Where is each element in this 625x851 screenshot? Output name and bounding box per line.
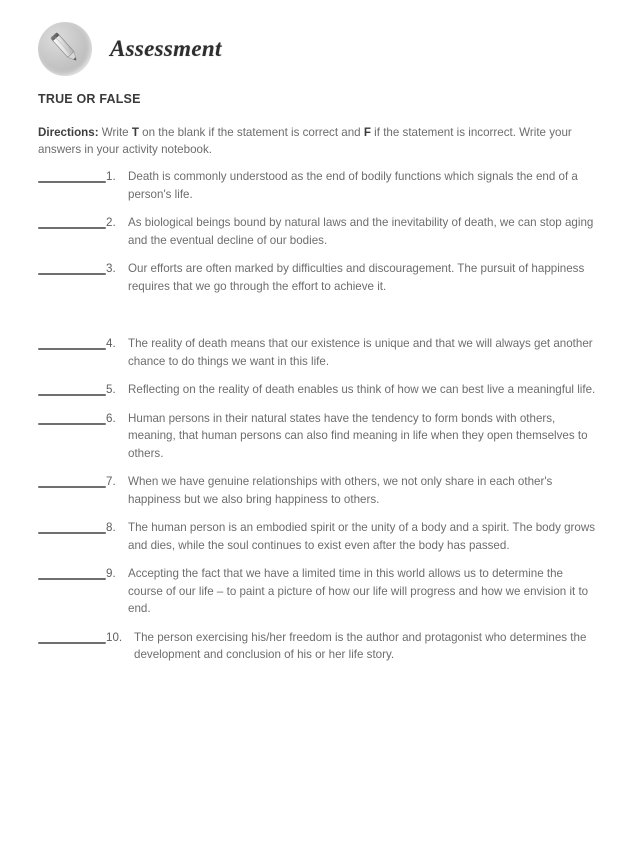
directions-label: Directions: xyxy=(38,125,99,139)
item-number: 3. xyxy=(106,262,116,275)
true-mark: T xyxy=(131,125,139,139)
item-text: Accepting the fact that we have a limited time in this world allows us to determine the course of our life – to paint a picture of how our life will progress and how we envision it to end. xyxy=(128,567,589,615)
answer-blank-6[interactable] xyxy=(38,411,106,425)
assessment-header xyxy=(38,18,222,80)
answer-blank-4[interactable] xyxy=(38,336,106,350)
item-number: 7. xyxy=(106,475,116,488)
item-text: The reality of death means that our existence is unique and that we will always get another chance to do things we want in this life. xyxy=(128,337,593,368)
list-item xyxy=(38,260,598,295)
item-text: When we have genuine relationships with others, we not only share in each other's happiness but we also bring happiness to others. xyxy=(128,475,553,506)
directions-text-part-2: on the blank if the statement is correct and xyxy=(138,125,364,139)
directions-text-part-3: if the statement is incorrect. Write your answers in your activity notebook. xyxy=(38,125,572,157)
answer-blank-1[interactable] xyxy=(38,169,106,183)
list-item xyxy=(38,381,598,399)
list-item xyxy=(38,168,598,203)
item-number: 2. xyxy=(106,216,116,229)
item-number: 8. xyxy=(106,521,116,534)
item-text: Death is commonly understood as the end of bodily functions which signals the end of a person's life. xyxy=(128,170,578,201)
answer-blank-3[interactable] xyxy=(38,261,106,275)
list-item xyxy=(38,335,598,370)
list-item xyxy=(38,214,598,249)
list-item xyxy=(38,519,598,554)
section-heading: TRUE OR FALSE xyxy=(38,92,141,106)
item-number: 4. xyxy=(106,337,116,350)
answer-blank-8[interactable] xyxy=(38,520,106,534)
item-text: The person exercising his/her freedom is the author and protagonist who determines the development and conclusion of his or her life story. xyxy=(134,630,587,661)
list-item xyxy=(38,473,598,508)
item-text: Reflecting on the reality of death enables us think of how we can best live a meaningful life. xyxy=(128,383,596,396)
item-text: Human persons in their natural states have the tendency to form bonds with others, meaning, that human persons can also find meaning in life when they open themselves to others. xyxy=(128,411,588,460)
answer-blank-9[interactable] xyxy=(38,566,106,580)
item-number: 9. xyxy=(106,567,116,580)
answer-blank-5[interactable] xyxy=(38,382,106,396)
answer-blank-2[interactable] xyxy=(38,215,106,229)
directions-text-part-1: Write xyxy=(98,125,132,139)
item-number: 5. xyxy=(106,383,116,396)
statement-list xyxy=(38,168,598,675)
item-text: Our efforts are often marked by difficulties and discouragement. The pursuit of happiness requires that we go through the effort to achieve it. xyxy=(128,262,585,293)
pencil-badge-icon xyxy=(38,22,92,76)
page-title: Assessment xyxy=(110,36,222,61)
item-number: 10. xyxy=(106,630,123,644)
item-text: The human person is an embodied spirit or the unity of a body and a spirit. The body grows and dies, while the soul continues to exist even after the body has passed. xyxy=(128,521,596,552)
list-item xyxy=(38,565,598,618)
item-number: 6. xyxy=(106,411,116,425)
item-text: As biological beings bound by natural laws and the inevitability of death, we can stop aging and the eventual decline of our bodies. xyxy=(128,216,594,247)
answer-blank-7[interactable] xyxy=(38,474,106,488)
answer-blank-10[interactable] xyxy=(38,630,106,644)
directions-paragraph xyxy=(38,124,583,159)
list-item xyxy=(38,410,598,463)
item-number: 1. xyxy=(106,170,116,183)
false-mark: F xyxy=(363,125,371,139)
list-item xyxy=(38,629,598,664)
